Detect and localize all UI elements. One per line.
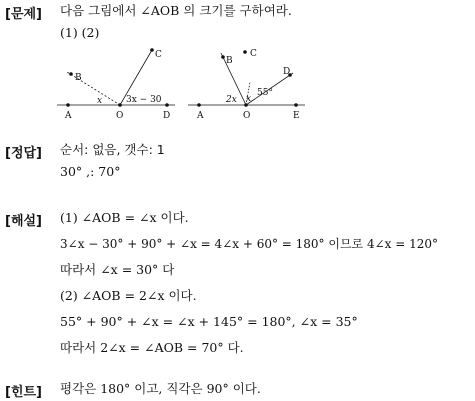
hint-text: 평각은 180° 이고, 직각은 90° 이다. bbox=[60, 381, 261, 396]
explanation-line-1: (1) ∠AOB = ∠x 이다. bbox=[60, 210, 189, 225]
explanation-line-5: 55° + 90° + ∠x = ∠x + 145° = 180°, ∠x = 35° bbox=[60, 314, 358, 329]
fig1-label-d: D bbox=[163, 111, 171, 121]
problem-label: [문제] bbox=[5, 7, 42, 22]
answer-info: 순서: 없음, 갯수: 1 bbox=[60, 142, 165, 157]
fig2-label-e: E bbox=[293, 111, 300, 121]
fig1-point-a bbox=[66, 103, 70, 107]
fig1-label-o: O bbox=[116, 111, 124, 121]
hint-label: [힌트] bbox=[5, 385, 42, 400]
fig2-angle-mid: x bbox=[246, 94, 252, 104]
fig2-label-c: C bbox=[250, 49, 257, 59]
fig2-point-a bbox=[197, 103, 201, 107]
problem-parts: (1) (2) bbox=[60, 25, 100, 40]
fig1-angle-left: x bbox=[97, 96, 103, 106]
fig2-label-d: D bbox=[283, 67, 291, 77]
answer-label: [정답] bbox=[5, 146, 42, 161]
fig1-label-b: B bbox=[75, 73, 82, 83]
fig2-label-b: B bbox=[226, 56, 233, 66]
fig2-point-b bbox=[221, 55, 225, 59]
fig1-label-c: C bbox=[155, 50, 162, 60]
fig1-point-b bbox=[69, 72, 73, 76]
fig2-angle-given: 55° bbox=[257, 88, 273, 98]
explanation-line-6: 따라서 2∠x = ∠AOB = 70° 다. bbox=[60, 340, 244, 355]
fig1-point-d bbox=[165, 103, 169, 107]
fig2-label-a: A bbox=[197, 111, 204, 121]
fig2-point-e bbox=[294, 103, 298, 107]
answer-value: 30° ,: 70° bbox=[60, 164, 121, 179]
fig2-point-c bbox=[243, 50, 247, 54]
fig2-label-o: O bbox=[243, 111, 251, 121]
explanation-label: [해설] bbox=[5, 214, 42, 229]
fig1-point-o bbox=[118, 103, 122, 107]
fig2-angle-left: 2x bbox=[226, 95, 237, 105]
explanation-line-2: 3∠x − 30° + 90° + ∠x = 4∠x + 60° = 180° 이므로 4∠x = 120° bbox=[60, 237, 439, 251]
explanation-line-3: 따라서 ∠x = 30° 다 bbox=[60, 262, 175, 277]
explanation-line-4: (2) ∠AOB = 2∠x 이다. bbox=[60, 288, 197, 303]
problem-question: 다음 그림에서 ∠AOB 의 크기를 구하여라. bbox=[60, 3, 292, 18]
fig1-point-c bbox=[150, 48, 154, 52]
fig1-angle-right: 3x − 30 bbox=[126, 95, 162, 105]
fig1-label-a: A bbox=[65, 111, 72, 121]
